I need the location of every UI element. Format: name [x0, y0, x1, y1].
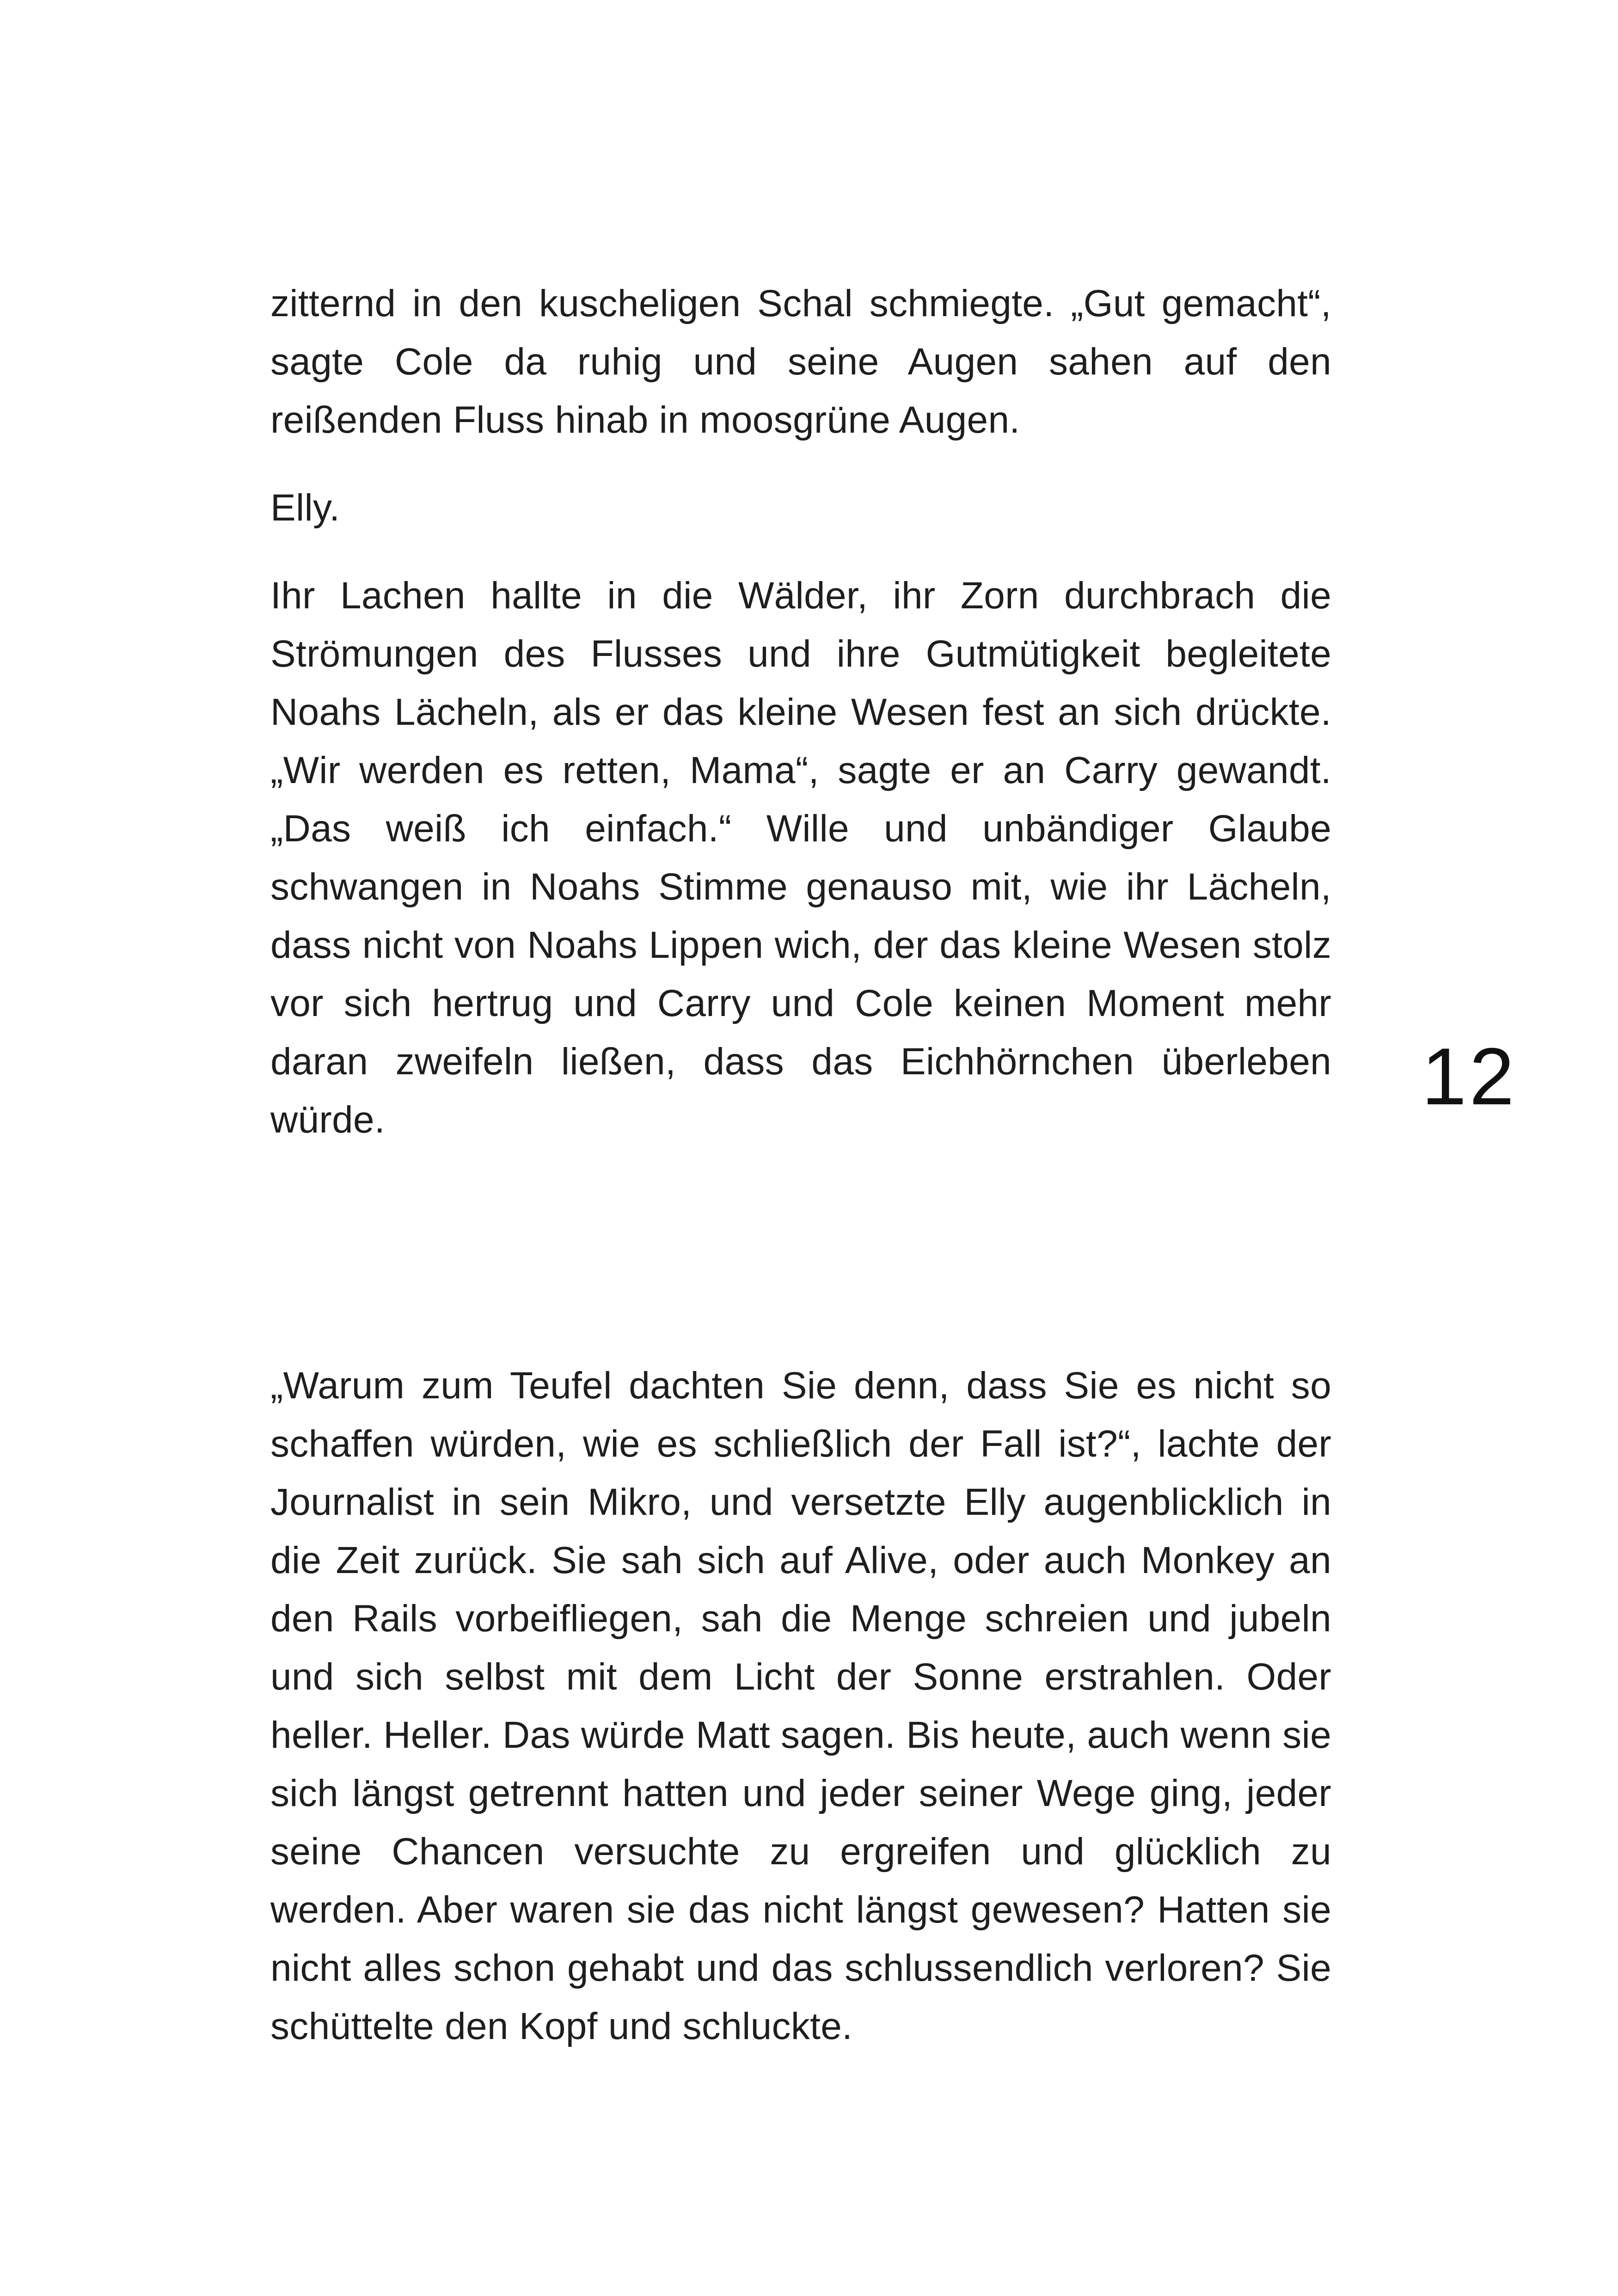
- text-section-1: [270, 275, 1331, 1149]
- page-number: 12: [1422, 1032, 1517, 1122]
- paragraph: Elly.: [270, 487, 340, 529]
- paragraph: „Warum zum Teufel dachten Sie denn, dass Sie es nicht so schaffen würden, wie es schließlich der Fall ist?“, lachte der Journalist in sein Mikro, und versetzte Elly augenblicklich in die Zeit zurück. Sie sah sich auf Alive, oder auch Monkey an den Rails vorbeifliegen, sah die Menge schreien und jubeln und sich selbst mit dem Licht der Sonne erstrahlen. Oder heller. Heller. Das würde Matt sagen. Bis heute, auch wenn sie sich längst getrennt hatten und jeder seiner Wege ging, jeder seine Chancen versuchte zu ergreifen und glücklich zu werden. Aber waren sie das nicht längst gewesen? Hatten sie nicht alles schon gehabt und das schlussendlich verloren? Sie schüttelte den Kopf und schluckte.: [270, 1365, 1331, 2047]
- text-section-2: [270, 1357, 1331, 2056]
- paragraph: zitternd in den kuscheligen Schal schmiegte. „Gut gemacht“, sagte Cole da ruhig und seine Augen sahen auf den reißenden Fluss hinab in moosgrüne Augen.: [270, 282, 1331, 441]
- paragraph: Ihr Lachen hallte in die Wälder, ihr Zorn durchbrach die Strömungen des Flusses und ihre Gutmütigkeit begleitete Noahs Lächeln, als er das kleine Wesen fest an sich drückte. „Wir werden es retten, Mama“, sagte er an Carry gewandt. „Das weiß ich einfach.“ Wille und unbändiger Glaube schwangen in Noahs Stimme genauso mit, wie ihr Lächeln, dass nicht von Noahs Lippen wich, der das kleine Wesen stolz vor sich hertrug und Carry und Cole keinen Moment mehr daran zweifeln ließen, dass das Eichhörnchen überleben würde.: [270, 575, 1331, 1141]
